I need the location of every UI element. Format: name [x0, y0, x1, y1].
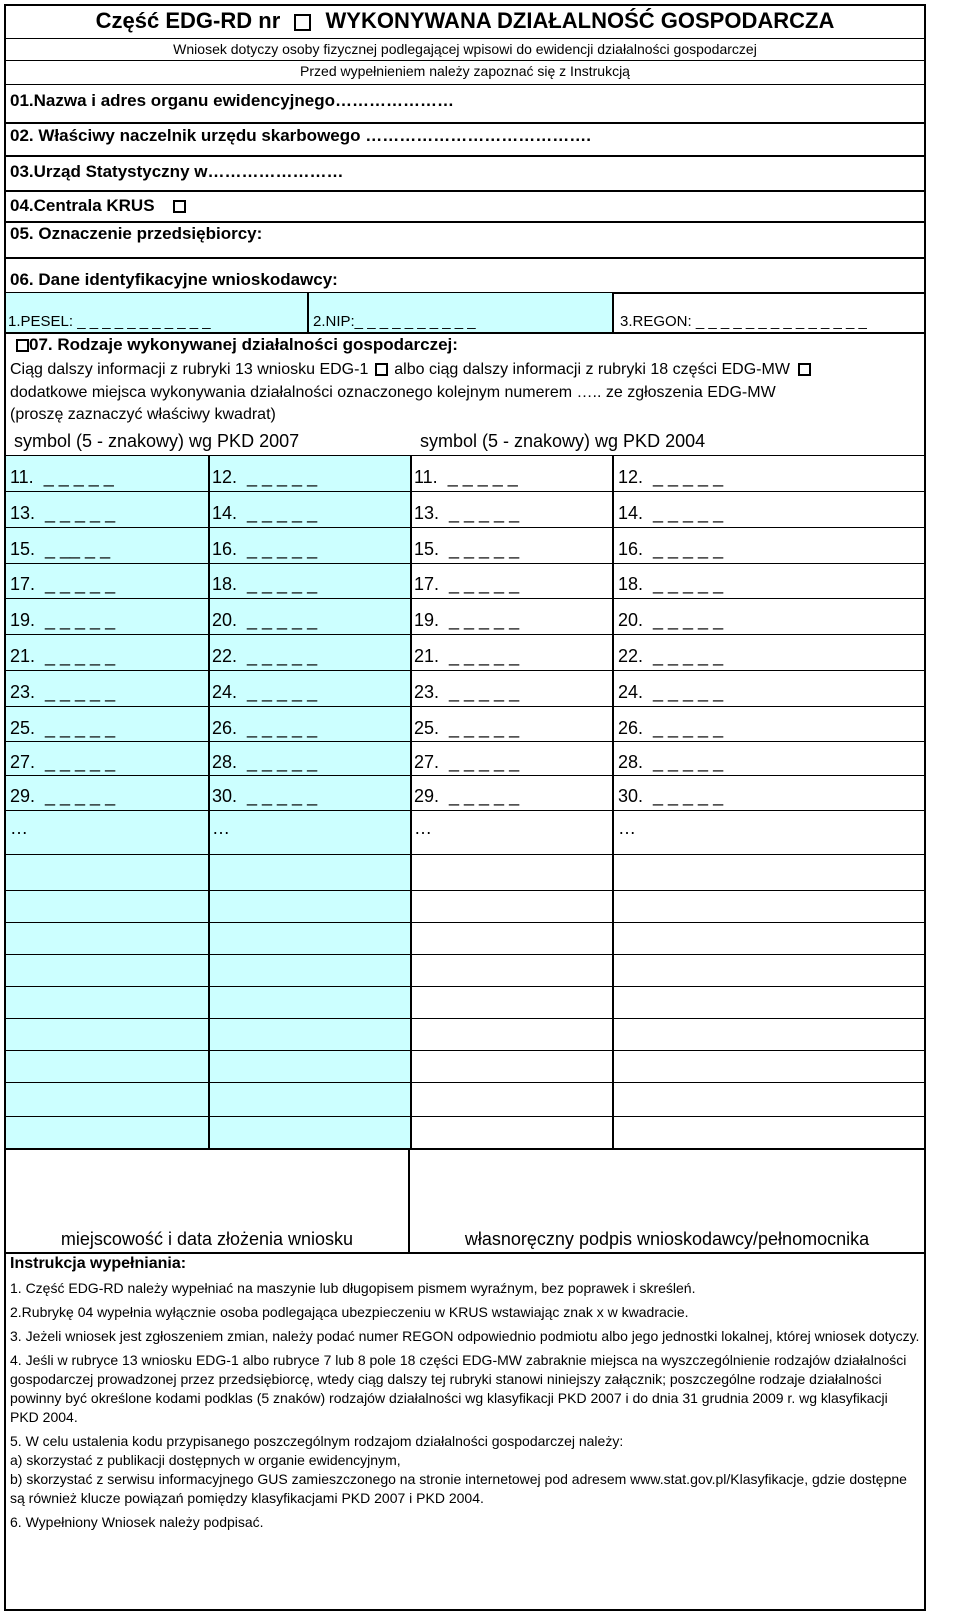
pkd2004-code-12[interactable]: 12. _ _ _ _ _: [618, 467, 724, 487]
part-number-checkbox[interactable]: [294, 14, 311, 31]
pkd2004-code-15[interactable]: 15. _ _ _ _ _: [414, 539, 520, 559]
pkd2007-code-24[interactable]: 24. _ _ _ _ _: [212, 682, 318, 702]
instruction-item: 5. W celu ustalenia kodu przypisanego poszczególnym rodzajom działalności gospodarczej należy:: [10, 1433, 624, 1449]
pkd2004-code-29[interactable]: 29. _ _ _ _ _: [414, 786, 520, 806]
pkd2007-code-30[interactable]: 30. _ _ _ _ _: [212, 786, 318, 806]
edg-rd-form: [4, 4, 926, 1611]
pkd2004-code-14[interactable]: 14. _ _ _ _ _: [618, 503, 724, 523]
regon-label: 3.REGON: _ _ _ _ _ _ _ _ _ _ _ _ _ _: [620, 313, 867, 330]
pkd2004-code-23[interactable]: 23. _ _ _ _ _: [414, 682, 520, 702]
continuation-ellipsis: …: [618, 818, 636, 838]
title-prefix: Część EDG-RD nr: [95, 8, 281, 33]
pkd2007-code-16[interactable]: 16. _ _ _ _ _: [212, 539, 318, 559]
krus-checkbox[interactable]: [173, 200, 186, 213]
pkd2007-code-20[interactable]: 20. _ _ _ _ _: [212, 610, 318, 630]
field-01-registry-office[interactable]: 01.Nazwa i adres organu ewidencyjnego…………………: [10, 91, 454, 110]
pkd2007-code-28[interactable]: 28. _ _ _ _ _: [212, 752, 318, 772]
pkd2007-code-22[interactable]: 22. _ _ _ _ _: [212, 646, 318, 666]
pkd2007-code-25[interactable]: 25. _ _ _ _ _: [10, 718, 116, 738]
pkd2007-code-27[interactable]: 27. _ _ _ _ _: [10, 752, 116, 772]
signature-label: własnoręczny podpis wnioskodawcy/pełnomocnika: [464, 1229, 870, 1249]
pkd2007-code-18[interactable]: 18. _ _ _ _ _: [212, 574, 318, 594]
section-07-checkbox[interactable]: [16, 339, 29, 352]
pkd-codes-grid: [6, 456, 924, 1148]
field-05-entrepreneur-designation: 05. Oznaczenie przedsiębiorcy:: [10, 224, 263, 243]
pesel-field[interactable]: [6, 293, 309, 333]
pkd2007-code-11[interactable]: 11. _ _ _ _ _: [10, 467, 114, 487]
pkd2004-code-25[interactable]: 25. _ _ _ _ _: [414, 718, 520, 738]
pkd2007-code-17[interactable]: 17. _ _ _ _ _: [10, 574, 116, 594]
nip-field[interactable]: [309, 293, 614, 333]
place-and-date-field[interactable]: [6, 1150, 410, 1252]
pkd2004-code-16[interactable]: 16. _ _ _ _ _: [618, 539, 724, 559]
pkd2004-code-28[interactable]: 28. _ _ _ _ _: [618, 752, 724, 772]
pkd2004-code-21[interactable]: 21. _ _ _ _ _: [414, 646, 520, 666]
instructions-title: Instrukcja wypełniania:: [10, 1255, 187, 1272]
place-and-date-label: miejscowość i data złożenia wniosku: [60, 1229, 354, 1249]
pkd2004-code-22[interactable]: 22. _ _ _ _ _: [618, 646, 724, 666]
form-subtitle: Wniosek dotyczy osoby fizycznej podlegającej wpisowi do ewidencji działalności gospodarczej: [173, 41, 757, 57]
instruction-item: 2.Rubrykę 04 wypełnia wyłącznie osoba podlegająca ubezpieczeniu w KRUS wstawiając znak x w kwadracie.: [10, 1304, 689, 1320]
pkd2007-code-12[interactable]: 12. _ _ _ _ _: [212, 467, 318, 487]
instructions: [10, 1254, 920, 1532]
instruction-item: 1. Część EDG-RD należy wypełniać na maszynie lub długopisem pismem wyraźnym, bez poprawek i skreśleń.: [10, 1280, 696, 1296]
edg1-continuation-checkbox[interactable]: [375, 363, 388, 376]
edg1-continuation-text: Ciąg dalszy informacji z rubryki 13 wniosku EDG-1: [10, 361, 369, 378]
instruction-item: 6. Wypełniony Wniosek należy podpisać.: [10, 1514, 264, 1530]
instruction-note: Przed wypełnieniem należy zapoznać się z Instrukcją: [300, 63, 630, 79]
pkd2007-code-26[interactable]: 26. _ _ _ _ _: [212, 718, 318, 738]
pkd2004-code-17[interactable]: 17. _ _ _ _ _: [414, 574, 520, 594]
pkd2007-code-14[interactable]: 14. _ _ _ _ _: [212, 503, 318, 523]
pkd2007-code-15[interactable]: 15. _ __ _ _: [10, 539, 111, 559]
form-title: [6, 8, 924, 34]
pkd2007-code-19[interactable]: 19. _ _ _ _ _: [10, 610, 116, 630]
instruction-item: 4. Jeśli w rubryce 13 wniosku EDG-1 albo rubryce 7 lub 8 pole 18 części EDG-MW zabraknie miejsca na wyszczególnienie rodzajów działalności gospodarczej prowadzonej przez przedsiębiorcę, wtedy ciąg dalszy tej rubryki stanowi niniejszy załącznik; poszczególne rodzaje działalności powinny być określone kodami podklas (5 znaków) rodzajów działalności wg klasyfikacji PKD 2007 i do dnia 31 grudnia 2009 r. wg klasyfikacji PKD 2004.: [10, 1352, 907, 1425]
continuation-ellipsis: …: [212, 818, 230, 838]
pkd2007-code-13[interactable]: 13. _ _ _ _ _: [10, 503, 116, 523]
title-suffix: WYKONYWANA DZIAŁALNOŚĆ GOSPODARCZA: [325, 8, 835, 33]
instruction-item: a) skorzystać z publikacji dostępnych w organie ewidencyjnym,: [10, 1452, 401, 1468]
signature-field[interactable]: [410, 1150, 924, 1252]
pkd2007-code-29[interactable]: 29. _ _ _ _ _: [10, 786, 116, 806]
section-07-title: [16, 335, 458, 355]
pkd2004-code-19[interactable]: 19. _ _ _ _ _: [414, 610, 520, 630]
section-07-line-1: [10, 361, 811, 379]
continuation-ellipsis: …: [414, 818, 432, 838]
section-07-line-2: dodatkowe miejsca wykonywania działalności oznaczonego kolejnym numerem ….. ze zgłoszenia EDG-MW: [10, 384, 776, 401]
pkd2004-code-13[interactable]: 13. _ _ _ _ _: [414, 503, 520, 523]
field-02-tax-office[interactable]: 02. Właściwy naczelnik urzędu skarbowego ………………………………….: [10, 126, 591, 145]
nip-label: 2.NIP:_ _ _ _ _ _ _ _ _ _: [313, 313, 476, 330]
pkd2004-code-27[interactable]: 27. _ _ _ _ _: [414, 752, 520, 772]
pkd2004-code-20[interactable]: 20. _ _ _ _ _: [618, 610, 724, 630]
pkd2004-code-26[interactable]: 26. _ _ _ _ _: [618, 718, 724, 738]
instruction-item: b) skorzystać z serwisu informacyjnego GUS zamieszczonego na stronie internetowej pod adresem www.stat.gov.pl/Klasyfikacje, gdzie dostępne są również klucze powiązań pomiędzy klasyfikacjami PKD 2007 i PKD 2004.: [10, 1471, 907, 1506]
regon-field[interactable]: [614, 293, 924, 333]
pkd2007-code-21[interactable]: 21. _ _ _ _ _: [10, 646, 116, 666]
column-header-pkd2004: symbol (5 - znakowy) wg PKD 2004: [420, 431, 706, 451]
pkd2004-code-11[interactable]: 11. _ _ _ _ _: [414, 467, 518, 487]
instruction-item: 3. Jeżeli wniosek jest zgłoszeniem zmian, należy podać numer REGON odpowiednio podmiotu albo jego jednostki lokalnej, której wniosek dotyczy.: [10, 1328, 920, 1344]
pesel-label: 1.PESEL: _ _ _ _ _ _ _ _ _ _ _: [8, 313, 211, 330]
field-03-statistical-office[interactable]: 03.Urząd Statystyczny w……………………: [10, 162, 344, 181]
pkd2007-code-23[interactable]: 23. _ _ _ _ _: [10, 682, 116, 702]
field-06-applicant-identification: 06. Dane identyfikacyjne wnioskodawcy:: [10, 270, 338, 289]
pkd2004-code-24[interactable]: 24. _ _ _ _ _: [618, 682, 724, 702]
field-04-krus: [10, 196, 186, 216]
pkd2004-code-30[interactable]: 30. _ _ _ _ _: [618, 786, 724, 806]
edgmw-continuation-checkbox[interactable]: [798, 363, 811, 376]
edgmw-continuation-text: albo ciąg dalszy informacji z rubryki 18 części EDG-MW: [394, 361, 790, 378]
column-header-pkd2007: symbol (5 - znakowy) wg PKD 2007: [14, 431, 300, 451]
pkd2004-code-18[interactable]: 18. _ _ _ _ _: [618, 574, 724, 594]
section-07-line-3: (proszę zaznaczyć właściwy kwadrat): [10, 406, 276, 423]
section-07-label: 07. Rodzaje wykonywanej działalności gospodarczej:: [29, 335, 458, 354]
continuation-ellipsis: …: [10, 818, 28, 838]
krus-label: 04.Centrala KRUS: [10, 196, 155, 215]
